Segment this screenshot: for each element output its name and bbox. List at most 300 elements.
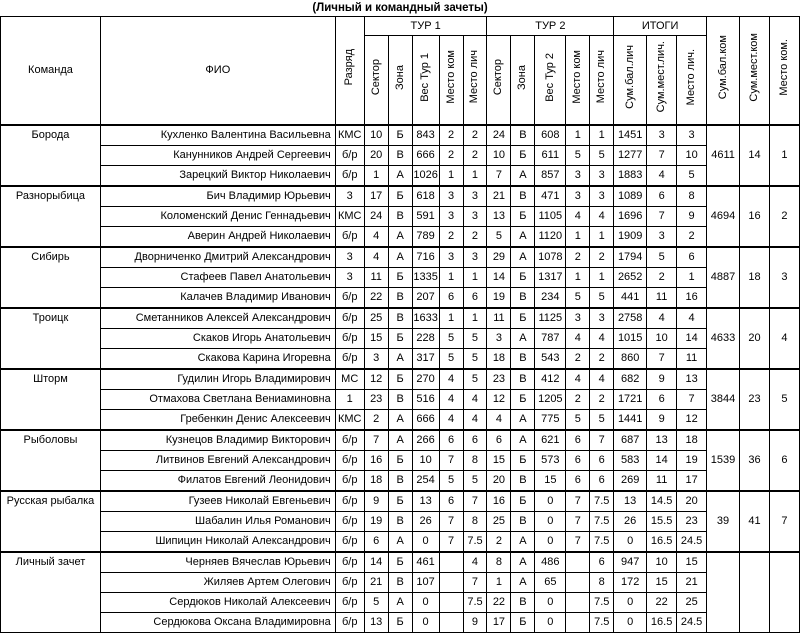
cell: 14 (647, 451, 677, 471)
cell: 947 (614, 552, 647, 573)
cell: 1 (439, 166, 463, 187)
table-caption: (Личный и командный зачеты) (312, 2, 488, 14)
team-name: Разнорыбица (1, 186, 101, 247)
cell: 14.5 (647, 491, 677, 512)
cell: 269 (614, 471, 647, 492)
cell: 3 (364, 349, 388, 370)
cell: А (511, 532, 535, 553)
cell: 6 (566, 430, 590, 451)
cell: Б (388, 613, 412, 633)
cell: 17 (364, 186, 388, 207)
cell: 4 (439, 410, 463, 431)
cell: 21 (677, 573, 707, 593)
participant-name: Гузеев Николай Евгеньевич (100, 491, 335, 512)
cell (439, 613, 463, 633)
cell: 9 (647, 410, 677, 431)
cell: 3 (590, 308, 614, 329)
cell: 5 (439, 349, 463, 370)
cell: 0 (412, 593, 439, 613)
table-row (1, 329, 800, 349)
cell: 17 (487, 613, 511, 633)
cell: 7 (463, 491, 487, 512)
cell: В (388, 308, 412, 329)
cell: 4 (439, 390, 463, 410)
cell: А (511, 573, 535, 593)
cell: 8 (463, 512, 487, 532)
cell: А (511, 552, 535, 573)
cell: 4 (439, 369, 463, 390)
participant-name: Сердюкова Оксана Владимировна (100, 613, 335, 633)
participant-name: Скаков Игорь Анатольевич (100, 329, 335, 349)
cell: б/р (335, 430, 364, 451)
cell: 3 (647, 227, 677, 248)
participant-name: Канунников Андрей Сергеевич (100, 146, 335, 166)
cell: 6 (590, 451, 614, 471)
cell: 16 (487, 491, 511, 512)
cell: 4 (463, 410, 487, 431)
cell: 7.5 (590, 512, 614, 532)
participant-name: Скакова Карина Игоревна (100, 349, 335, 370)
table-row (1, 349, 800, 370)
sum-team-places-cell: 14 (740, 125, 770, 186)
cell: 1 (566, 125, 590, 146)
sum-team-cell: 4694 (707, 186, 740, 247)
cell: 2652 (614, 268, 647, 288)
cell: 254 (412, 471, 439, 492)
cell: 6 (566, 451, 590, 471)
cell: 10 (487, 146, 511, 166)
table-row (1, 207, 800, 227)
sum-team-cell: 1539 (707, 430, 740, 491)
cell: Б (388, 125, 412, 146)
table-row (1, 552, 800, 573)
cell: 6 (590, 552, 614, 573)
cell: 7 (364, 430, 388, 451)
cell: 2 (647, 268, 677, 288)
cell: Б (511, 207, 535, 227)
cell: 591 (412, 207, 439, 227)
cell (566, 613, 590, 633)
cell: 207 (412, 288, 439, 309)
cell: 65 (535, 573, 566, 593)
sum-team-places-cell: 16 (740, 186, 770, 247)
table-row (1, 146, 800, 166)
cell: 412 (535, 369, 566, 390)
cell: 23 (364, 390, 388, 410)
fio-header: ФИО (100, 17, 335, 126)
cell: 1633 (412, 308, 439, 329)
cell: 1277 (614, 146, 647, 166)
cell: 4 (590, 207, 614, 227)
sum-team-places-cell: 36 (740, 430, 770, 491)
t1-weight-header: Вес Тур 1 (412, 36, 439, 126)
participant-name: Бич Владимир Юрьевич (100, 186, 335, 207)
cell: А (388, 227, 412, 248)
cell: 8 (463, 451, 487, 471)
cell: 1883 (614, 166, 647, 187)
cell: 3 (566, 186, 590, 207)
cell: 8 (677, 186, 707, 207)
cell: 516 (412, 390, 439, 410)
cell: 6 (439, 491, 463, 512)
participant-name: Шипицин Николай Александрович (100, 532, 335, 553)
team-name: Рыболовы (1, 430, 101, 491)
cell: 234 (535, 288, 566, 309)
table-row (1, 369, 800, 390)
cell: 8 (590, 573, 614, 593)
cell: 0 (535, 491, 566, 512)
cell: 20 (364, 146, 388, 166)
sum-team-cell: 4611 (707, 125, 740, 186)
cell: 107 (412, 573, 439, 593)
t1-sector-header: Сектор (364, 36, 388, 126)
cell: А (388, 410, 412, 431)
cell: В (511, 349, 535, 370)
cell: 26 (614, 512, 647, 532)
table-row (1, 410, 800, 431)
table-row (1, 390, 800, 410)
t2-place-team-header: Место ком (566, 36, 590, 126)
cell: 26 (412, 512, 439, 532)
cell: б/р (335, 166, 364, 187)
cell: 16.5 (647, 532, 677, 553)
cell: А (511, 329, 535, 349)
cell: 7 (647, 207, 677, 227)
cell: 7 (439, 451, 463, 471)
cell: 5 (647, 247, 677, 268)
cell: 5 (590, 410, 614, 431)
sum-team-cell: 39 (707, 491, 740, 552)
cell: 1 (364, 166, 388, 187)
cell: 3 (463, 207, 487, 227)
cell: 15.5 (647, 512, 677, 532)
cell: 12 (364, 369, 388, 390)
cell: 1696 (614, 207, 647, 227)
cell: А (511, 247, 535, 268)
table-row (1, 247, 800, 268)
cell: 1 (566, 227, 590, 248)
cell: 5 (463, 349, 487, 370)
cell: 3 (463, 247, 487, 268)
cell: 2 (439, 125, 463, 146)
participant-name: Черняев Вячеслав Юрьевич (100, 552, 335, 573)
cell: 3 (487, 329, 511, 349)
team-place-header: Место ком. (769, 17, 799, 126)
cell: б/р (335, 329, 364, 349)
team-name: Личный зачет (1, 552, 101, 633)
cell: 172 (614, 573, 647, 593)
cell: 22 (487, 593, 511, 613)
cell: 1089 (614, 186, 647, 207)
cell: 5 (487, 227, 511, 248)
cell: 13 (647, 430, 677, 451)
cell: 19 (677, 451, 707, 471)
cell: 1 (463, 268, 487, 288)
t2-weight-header: Вес Тур 2 (535, 36, 566, 126)
cell: 16 (677, 288, 707, 309)
cell: 1015 (614, 329, 647, 349)
cell: 25 (364, 308, 388, 329)
cell: 7 (566, 532, 590, 553)
cell: Б (511, 451, 535, 471)
cell: В (511, 186, 535, 207)
participant-name: Кузнецов Владимир Викторович (100, 430, 335, 451)
cell: Б (511, 491, 535, 512)
cell: В (511, 369, 535, 390)
cell: б/р (335, 146, 364, 166)
team-place-cell: 7 (769, 491, 799, 552)
cell: б/р (335, 227, 364, 248)
sum-team-places-cell (740, 552, 770, 633)
cell: 25 (487, 512, 511, 532)
cell: 7.5 (590, 613, 614, 633)
cell: 11 (677, 349, 707, 370)
cell: б/р (335, 512, 364, 532)
cell: 543 (535, 349, 566, 370)
cell: 6 (439, 430, 463, 451)
table-row (1, 308, 800, 329)
cell: Б (388, 369, 412, 390)
cell: 1 (566, 268, 590, 288)
sum-team-header: Сум.бал.ком (707, 17, 740, 126)
cell: 682 (614, 369, 647, 390)
cell: 15 (677, 552, 707, 573)
participant-name: Зарецкий Виктор Николаевич (100, 166, 335, 187)
cell: 5 (590, 146, 614, 166)
sum-team-places-header: Сум.мест.ком (740, 17, 770, 126)
table-row (1, 125, 800, 146)
cell: 24.5 (677, 613, 707, 633)
participant-name: Гудилин Игорь Владимирович (100, 369, 335, 390)
cell: 4 (566, 369, 590, 390)
cell: 1335 (412, 268, 439, 288)
cell: 24 (364, 207, 388, 227)
cell: 1 (487, 573, 511, 593)
cell: 1441 (614, 410, 647, 431)
cell: 3 (335, 186, 364, 207)
cell: 5 (463, 471, 487, 492)
cell: 22 (364, 288, 388, 309)
cell: 0 (535, 613, 566, 633)
cell: А (511, 430, 535, 451)
team-place-cell: 4 (769, 308, 799, 369)
cell: 7 (590, 430, 614, 451)
cell: 0 (535, 532, 566, 553)
sum-team-places-cell: 18 (740, 247, 770, 308)
cell: 4 (364, 247, 388, 268)
cell: 18 (364, 471, 388, 492)
cell: б/р (335, 288, 364, 309)
cell: 7.5 (463, 593, 487, 613)
cell: 0 (535, 512, 566, 532)
cell: 789 (412, 227, 439, 248)
tour2-header: ТУР 2 (487, 17, 614, 36)
cell: 1794 (614, 247, 647, 268)
cell: 666 (412, 146, 439, 166)
cell: Б (511, 390, 535, 410)
cell: 13 (677, 369, 707, 390)
cell: 10 (677, 146, 707, 166)
cell: 1078 (535, 247, 566, 268)
table-row (1, 430, 800, 451)
rank-header: Разряд (335, 17, 364, 126)
cell: Б (388, 268, 412, 288)
cell: 1205 (535, 390, 566, 410)
cell: 1 (439, 308, 463, 329)
table-row (1, 613, 800, 633)
cell: 2 (463, 227, 487, 248)
cell: 10 (647, 329, 677, 349)
cell: 6 (647, 390, 677, 410)
cell: 1120 (535, 227, 566, 248)
cell: 843 (412, 125, 439, 146)
cell: 15 (647, 573, 677, 593)
cell: 317 (412, 349, 439, 370)
t1-zone-header: Зона (388, 36, 412, 126)
cell: 7 (463, 573, 487, 593)
cell: 1909 (614, 227, 647, 248)
cell: 5 (566, 146, 590, 166)
participant-name: Гребенкин Денис Алексеевич (100, 410, 335, 431)
cell: 9 (647, 369, 677, 390)
sum-team-places-cell: 20 (740, 308, 770, 369)
cell: 12 (487, 390, 511, 410)
cell: 15 (535, 471, 566, 492)
cell: 7.5 (590, 491, 614, 512)
cell: 13 (487, 207, 511, 227)
cell: 10 (647, 552, 677, 573)
cell: Б (388, 552, 412, 573)
team-place-cell (769, 552, 799, 633)
cell: 1026 (412, 166, 439, 187)
cell: 10 (364, 125, 388, 146)
t1-place-pers-header: Место лич (463, 36, 487, 126)
cell: В (388, 288, 412, 309)
participant-name: Стафеев Павел Анатольевич (100, 268, 335, 288)
sum-pts-header: Сум.бал.лич (614, 36, 647, 126)
cell: Б (388, 186, 412, 207)
table-row (1, 512, 800, 532)
cell: В (511, 593, 535, 613)
cell: 687 (614, 430, 647, 451)
totals-header: ИТОГИ (614, 17, 707, 36)
cell: 666 (412, 410, 439, 431)
cell: б/р (335, 613, 364, 633)
cell: 2 (439, 146, 463, 166)
cell: 24 (487, 125, 511, 146)
cell: 3 (590, 186, 614, 207)
cell: 4 (677, 308, 707, 329)
team-header: Команда (1, 17, 101, 126)
cell: В (511, 288, 535, 309)
cell: 1125 (535, 308, 566, 329)
cell: 5 (590, 288, 614, 309)
table-row (1, 186, 800, 207)
cell: 2 (590, 247, 614, 268)
cell: 2 (566, 247, 590, 268)
cell: 0 (412, 613, 439, 633)
cell: 6 (463, 430, 487, 451)
cell: 22 (647, 593, 677, 613)
cell: 7.5 (590, 532, 614, 553)
cell: 4 (487, 410, 511, 431)
table-row (1, 491, 800, 512)
cell: 6 (364, 532, 388, 553)
team-place-cell: 1 (769, 125, 799, 186)
cell: 23 (677, 512, 707, 532)
cell: 3 (439, 247, 463, 268)
cell: 1317 (535, 268, 566, 288)
cell: 16 (364, 451, 388, 471)
sum-team-cell: 3844 (707, 369, 740, 430)
cell: 14 (677, 329, 707, 349)
cell: 2 (566, 390, 590, 410)
cell: 6 (566, 471, 590, 492)
cell: А (511, 166, 535, 187)
cell: б/р (335, 471, 364, 492)
cell: 1 (463, 166, 487, 187)
cell: 11 (647, 288, 677, 309)
cell: 4 (463, 390, 487, 410)
cell: 2 (566, 349, 590, 370)
cell: 4 (647, 308, 677, 329)
cell: 4 (566, 329, 590, 349)
cell: 21 (487, 186, 511, 207)
cell: 2 (463, 146, 487, 166)
cell: 857 (535, 166, 566, 187)
cell: 3 (335, 247, 364, 268)
participant-name: Кухленко Валентина Васильевна (100, 125, 335, 146)
participant-name: Жиляев Артем Олегович (100, 573, 335, 593)
cell: 16.5 (647, 613, 677, 633)
cell: 471 (535, 186, 566, 207)
cell: 18 (487, 349, 511, 370)
t1-place-team-header: Место ком (439, 36, 463, 126)
cell: 20 (487, 471, 511, 492)
cell: 1 (677, 268, 707, 288)
cell: 7.5 (590, 593, 614, 613)
sum-team-places-cell: 41 (740, 491, 770, 552)
cell: В (388, 146, 412, 166)
participant-name: Сметанников Алексей Александрович (100, 308, 335, 329)
results-body (1, 125, 800, 633)
cell: 2 (463, 125, 487, 146)
cell: В (388, 471, 412, 492)
cell: 11 (364, 268, 388, 288)
team-place-cell: 6 (769, 430, 799, 491)
cell: 5 (566, 288, 590, 309)
cell: 6 (590, 471, 614, 492)
cell: 21 (364, 573, 388, 593)
cell: 6 (677, 247, 707, 268)
cell: В (388, 573, 412, 593)
cell: 0 (535, 593, 566, 613)
cell: 0 (614, 532, 647, 553)
team-place-cell: 5 (769, 369, 799, 430)
cell: 3 (566, 166, 590, 187)
cell: 4 (364, 227, 388, 248)
table-row (1, 573, 800, 593)
cell: б/р (335, 552, 364, 573)
sum-team-cell (707, 552, 740, 633)
cell: 7 (487, 166, 511, 187)
cell: 5 (364, 593, 388, 613)
cell: б/р (335, 451, 364, 471)
cell: 15 (487, 451, 511, 471)
cell (566, 573, 590, 593)
cell: МС (335, 369, 364, 390)
cell: 2 (439, 227, 463, 248)
